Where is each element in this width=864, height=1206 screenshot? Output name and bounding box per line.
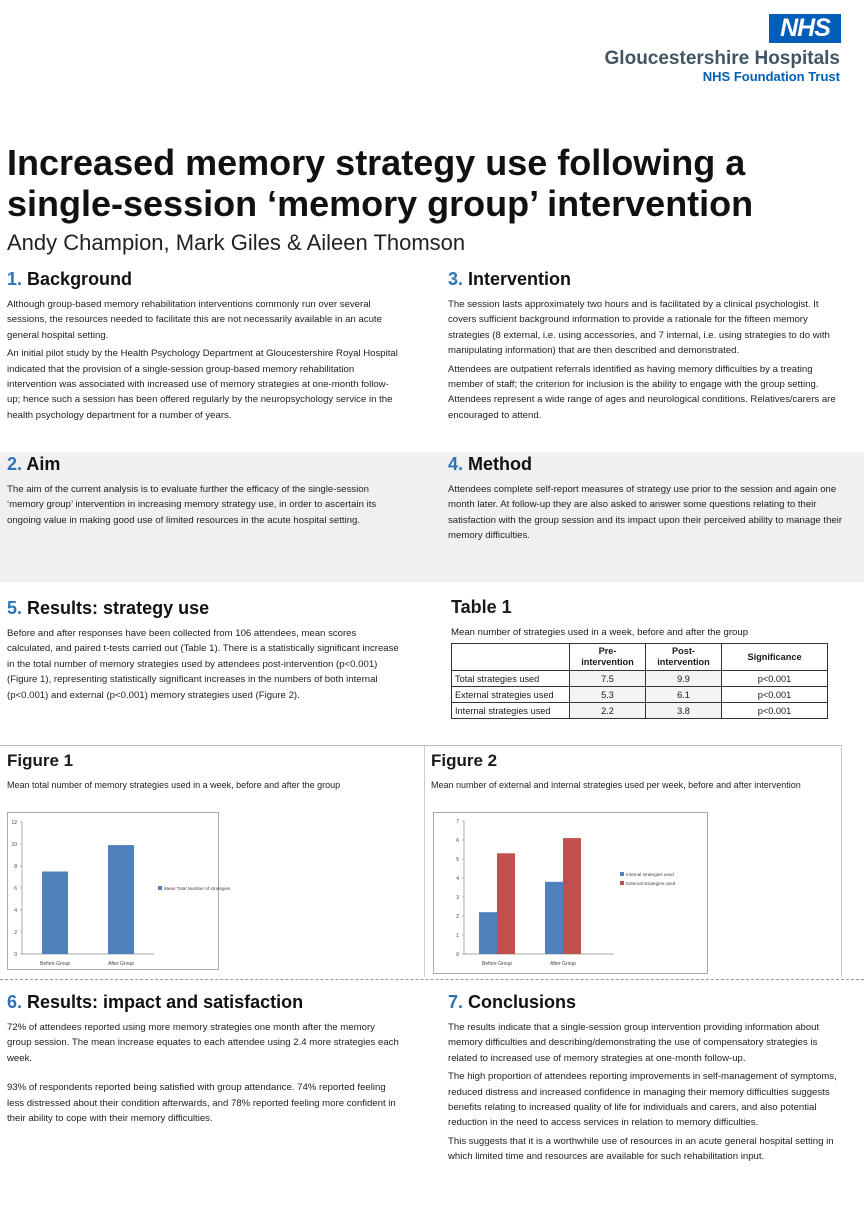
y-tick-label: 6 xyxy=(14,886,17,892)
section-heading xyxy=(7,269,399,290)
row-label: Total strategies used xyxy=(452,671,570,687)
paragraph: 93% of respondents reported being satisfied with group attendance. 74% reported feeling less distressed about their condition afterwards, and 78% reported feeling more confident in their ability to cope with their memory difficulties. xyxy=(7,1082,396,1125)
section-number: 6. xyxy=(7,992,23,1012)
section-heading xyxy=(7,992,399,1013)
figure-1-svg xyxy=(8,813,231,969)
paragraph: 72% of attendees reported using more memory strategies one month after the memory group session. The mean increase equates to each attendee using 2.4 more strategies each week. xyxy=(7,1022,399,1064)
bar xyxy=(545,882,563,954)
results-table xyxy=(451,643,828,719)
bar xyxy=(497,853,515,954)
paragraph: Attendees complete self-report measures of strategy use prior to the session and again one month later. At follow-up they are also asked to answer some questions relating to their satisfaction with the group session and its impact upon their perceived ability to manage their memory difficulties. xyxy=(448,484,843,542)
section-title: Method xyxy=(468,454,533,474)
authors: Andy Champion, Mark Giles & Aileen Thomson xyxy=(7,230,466,255)
section-title: Results: strategy use xyxy=(27,598,210,618)
legend-label: External strategies used xyxy=(626,881,676,886)
bar xyxy=(42,872,68,955)
poster-title xyxy=(7,142,857,224)
paragraph: This suggests that it is a worthwhile use of resources in an acute general hospital setting in which limited time and resources are available for such rehabilitation input. xyxy=(448,1135,834,1163)
row-label: External strategies used xyxy=(452,687,570,703)
paragraph: The aim of the current analysis is to evaluate further the efficacy of the single-session ‘memory group’ intervention in increasing memory strategy use, in order to ascertain its ongoing value in making good use of limited resources in the acute hospital setting. xyxy=(7,484,377,526)
y-tick-label: 3 xyxy=(456,895,459,901)
post-value: 9.9 xyxy=(646,671,722,687)
section-number: 4. xyxy=(448,454,464,474)
header-cell xyxy=(452,644,570,671)
table-row xyxy=(452,703,828,719)
figure-2-title: Figure 2 xyxy=(431,751,498,770)
figure-1-title: Figure 1 xyxy=(7,751,74,770)
significance: p<0.001 xyxy=(722,703,828,719)
paragraph: Although group-based memory rehabilitation interventions commonly run over several sessions, the resources needed to facilitate this are not necessarily available in an acute general hospital setting. xyxy=(7,299,382,341)
table-header-row xyxy=(452,644,828,671)
significance: p<0.001 xyxy=(722,671,828,687)
figure-1-caption: Mean total number of memory strategies used in a week, before and after the group xyxy=(7,780,341,790)
title-line-2: single-session ‘memory group’ intervention xyxy=(7,183,754,224)
bar xyxy=(563,838,581,954)
y-tick-label: 5 xyxy=(456,857,459,863)
paragraph: The results indicate that a single-session group intervention providing information about memory difficulties and describing/demonstrating the use of compensatory strategies is related to increased use of memory strategies at one-month follow-up. xyxy=(448,1022,820,1064)
x-tick-label: Before Group xyxy=(481,961,513,967)
section-heading xyxy=(7,454,399,475)
section-heading xyxy=(7,598,399,619)
section-title: Aim xyxy=(26,454,61,474)
title-line-1: Increased memory strategy use following a xyxy=(7,142,746,183)
section-method xyxy=(448,454,844,547)
figure-2-svg xyxy=(434,813,707,973)
dotted-divider xyxy=(0,979,864,980)
y-tick-label: 4 xyxy=(14,908,17,914)
x-tick-label: Before Group xyxy=(39,961,71,967)
paragraph: The high proportion of attendees reporting improvements in self-management of symptoms, reduced distress and increased confidence in managing their memory difficulties suggests benefits relating to increased quality of life for individuals and carers, and also potential reduction in the need to access services in relation to memory difficulties. xyxy=(448,1071,837,1129)
y-tick-label: 7 xyxy=(456,819,459,825)
x-tick-label: After Group xyxy=(550,961,576,967)
section-number: 5. xyxy=(7,598,23,618)
figure-1-chart xyxy=(7,812,231,970)
legend-swatch xyxy=(158,886,162,890)
row-label: Internal strategies used xyxy=(452,703,570,719)
section-heading xyxy=(448,992,844,1013)
post-value: 3.8 xyxy=(646,703,722,719)
section-results-strategy xyxy=(7,598,399,706)
pre-value: 7.5 xyxy=(570,671,646,687)
section-number: 3. xyxy=(448,269,464,289)
nhs-logo-text: NHS xyxy=(780,14,830,42)
bar xyxy=(108,845,134,954)
y-tick-label: 6 xyxy=(456,838,459,844)
section-conclusions xyxy=(448,992,844,1168)
table-title: Table 1 xyxy=(451,597,512,617)
legend-label: Internal strategies used xyxy=(626,872,674,877)
y-tick-label: 8 xyxy=(14,864,17,870)
section-background xyxy=(7,269,399,426)
section-number: 2. xyxy=(7,454,23,474)
pre-value: 5.3 xyxy=(570,687,646,703)
y-tick-label: 4 xyxy=(456,876,459,882)
trust-subtitle: NHS Foundation Trust xyxy=(702,69,840,84)
post-value: 6.1 xyxy=(646,687,722,703)
paragraph: Attendees are outpatient referrals identified as having memory difficulties by a treating member of staff; the criterion for inclusion is the ability to engage with the group setting. Attendees represent a wide range of ages and neurological conditions. Relatives/carers are encouraged to attend. xyxy=(448,363,836,421)
paragraph: Before and after responses have been collected from 106 attendees, mean scores calculated, and paired t-tests carried out (Table 1). There is a statistically significant increase in the total number of memory strategies used by attendees post-intervention (p<0.001) (Figure 1), representing statistically significant increases in the numbers of both internal (p<0.001) and external (p<0.001) memory strategies used (Figure 2). xyxy=(7,628,399,701)
section-title: Results: impact and satisfaction xyxy=(27,992,304,1012)
section-aim xyxy=(7,454,399,531)
significance: p<0.001 xyxy=(722,687,828,703)
nhs-logo xyxy=(769,14,841,43)
legend-swatch xyxy=(620,881,624,885)
y-tick-label: 2 xyxy=(456,914,459,920)
section-title: Background xyxy=(27,269,133,289)
y-tick-label: 1 xyxy=(456,933,459,939)
y-tick-label: 12 xyxy=(11,820,17,826)
table-caption: Mean number of strategies used in a week, before and after the group xyxy=(451,627,749,638)
section-title: Intervention xyxy=(468,269,572,289)
section-number: 1. xyxy=(7,269,23,289)
bar xyxy=(479,912,497,954)
y-tick-label: 0 xyxy=(14,952,17,958)
paragraph: An initial pilot study by the Health Psychology Department at Gloucestershire Royal Hospital indicated that the provision of a single-session group-based memory rehabilitation intervention was associated with increased use of memory strategies at one-month follow-up; hence such a session has been offered regularly by the neuropsychology service in the health psychology department for a number of years. xyxy=(7,348,398,421)
legend-swatch xyxy=(620,872,624,876)
section-heading xyxy=(448,454,844,475)
section-results-impact xyxy=(7,992,399,1129)
y-tick-label: 0 xyxy=(456,952,459,958)
y-tick-label: 10 xyxy=(11,842,17,848)
section-intervention xyxy=(448,269,844,426)
x-tick-label: After Group xyxy=(108,961,134,967)
header-cell: Post-intervention xyxy=(646,644,722,671)
table-row xyxy=(452,671,828,687)
y-tick-label: 2 xyxy=(14,930,17,936)
section-heading xyxy=(448,269,844,290)
trust-name: Gloucestershire Hospitals xyxy=(604,48,840,69)
pre-value: 2.2 xyxy=(570,703,646,719)
header-cell: Significance xyxy=(722,644,828,671)
header-cell: Pre-intervention xyxy=(570,644,646,671)
section-number: 7. xyxy=(448,992,464,1012)
section-title: Conclusions xyxy=(468,992,577,1012)
figure-2-chart xyxy=(433,812,708,974)
legend-label: Mean Total Number of strategies xyxy=(164,886,231,891)
table-row xyxy=(452,687,828,703)
paragraph: The session lasts approximately two hours and is facilitated by a clinical psychologist. It covers sufficient background information to provide a rationale for the fifteen memory strategies (8 external, i.e. using accessories, and 7 internal, i.e. using strategies to do with manipulating information) that are then described and demonstrated. xyxy=(448,299,830,357)
figure-2-caption: Mean number of external and internal strategies used per week, before and after intervention xyxy=(431,780,801,790)
